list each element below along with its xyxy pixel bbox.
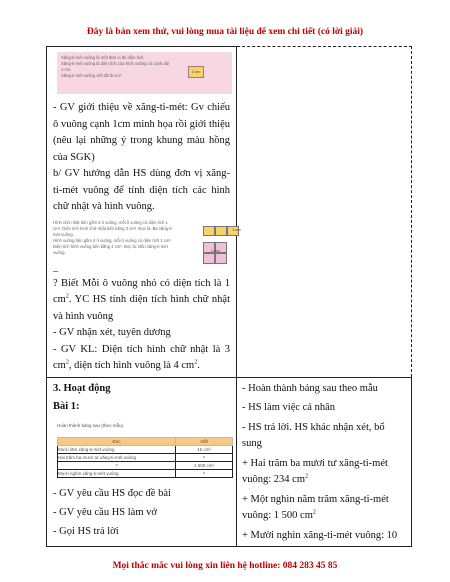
paragraph: - GV nhận xét, tuyên dương: [53, 327, 171, 338]
illus-text: Hình chữ nhật bên gồm 3 ô vuông, mỗi ô vuông có diện tích 1 cm². Diện tích hình chữ nhật bên bằng 3 cm². Đọc là: Ba xăng-ti-mét vuông.: [53, 219, 173, 237]
list-item: - Hoàn thành bảng sau theo mẫu: [242, 382, 378, 394]
table-cell: ?: [58, 462, 176, 470]
dash: –: [53, 265, 59, 277]
right-cell-2: [237, 377, 412, 547]
pink-line: Xăng-ti-mét vuông là một đơn vị đo diện tích.: [61, 55, 145, 60]
table-cell: Mười nghìn xăng-ti-mét vuông: [58, 470, 176, 478]
square-label: 1 cm²: [211, 248, 220, 253]
paragraph: - GV KL: Diện tích hình chữ nhật là 3 $cm^2$, diện tích hình vuông là 4 $cm^2$.: [53, 343, 230, 371]
table-cell: Mười lăm xăng-ti-mét vuông: [58, 446, 176, 454]
header-banner: Đây là bản xem thử, vui lòng mua tài liệu để xem chi tiết (có lời giải): [86, 27, 364, 37]
table-caption: Hoàn thành bảng sau (theo mẫu).: [57, 422, 125, 428]
lesson-table: [46, 46, 412, 547]
list-item: + Mười nghìn xăng-ti-mét vuông: 10: [242, 529, 398, 541]
pink-line: Xăng-ti-mét vuông là diện tích của hình vuông có cạnh dài 1 cm.: [61, 61, 170, 72]
footer-banner: Mọi thắc mắc vui lòng xin liên hệ hotline: 084 283 45 85: [112, 561, 338, 571]
left-cell-1: [47, 47, 241, 378]
table-header: Viết: [176, 438, 233, 446]
rect-label: 1 cm²: [232, 227, 241, 232]
section-heading: 3. Hoạt động: [53, 382, 111, 394]
list-item: - HS trả lời. HS khác nhận xét, bổ sung: [242, 421, 385, 449]
list-item: - Gọi HS trả lời: [53, 526, 119, 537]
paragraph: - GV giới thiệu về xăng-ti-mét: Gv chiếu ô vuông cạnh 1cm minh họa rồi giới thiệu (nêu lại những ý trong khung màu hồng của SGK): [53, 102, 230, 163]
list-item: + Một nghìn năm trăm xăng-ti-mét vuông: 1 500 $cm^2$: [242, 493, 389, 521]
left-cell-2: [47, 377, 237, 547]
paragraph: ? Biết Mỗi ô vuông nhỏ có diện tích là 1 $cm^2$. YC HS tính diện tích hình chữ nhật và hình vuông: [53, 277, 230, 322]
list-item: - GV yêu cầu HS đọc đề bài: [53, 488, 171, 499]
exercise-title: Bài 1:: [53, 401, 80, 412]
rectangle-figure: [203, 226, 239, 236]
table-cell: 15 cm²: [176, 446, 233, 454]
square-figure: [203, 242, 227, 264]
paragraph: b/ GV hướng dẫn HS dùng đơn vị xăng-ti-mét vuông để tính diện tích các hình chữ nhật và hình vuông.: [53, 168, 230, 212]
table-row: [47, 47, 412, 378]
table-cell: ?: [176, 454, 233, 462]
right-cell-1: [237, 47, 412, 378]
table-row: [47, 377, 412, 547]
table-cell: 1 500 cm²: [176, 462, 233, 470]
list-item: - GV yêu cầu HS làm vở: [53, 507, 157, 518]
table-cell: Hai trăm ba mươi tư xăng-ti-mét vuông: [58, 454, 176, 462]
pink-info-box: [57, 52, 232, 94]
illus-text: Hình vuông bên gồm 4 ô vuông, mỗi ô vuông có diện tích 1 cm². Diện tích hình vuông bên bằng 4 cm². Đọc là: Bốn xăng-ti-mét vuông.: [53, 237, 172, 255]
list-item: + Hai trăm ba mươi tư xăng-ti-mét vuông: 234 $cm^2$: [242, 457, 388, 485]
area-illustration: [53, 219, 241, 266]
pink-line: Xăng-ti-mét vuông viết tắt là cm²: [61, 73, 122, 78]
exercise-table-image: [57, 418, 230, 479]
list-item: - HS làm việc cá nhân: [242, 402, 336, 413]
unit-square-image: 1 cm²: [188, 66, 204, 78]
table-header: Đọc: [58, 438, 176, 446]
table-cell: ?: [176, 470, 233, 478]
